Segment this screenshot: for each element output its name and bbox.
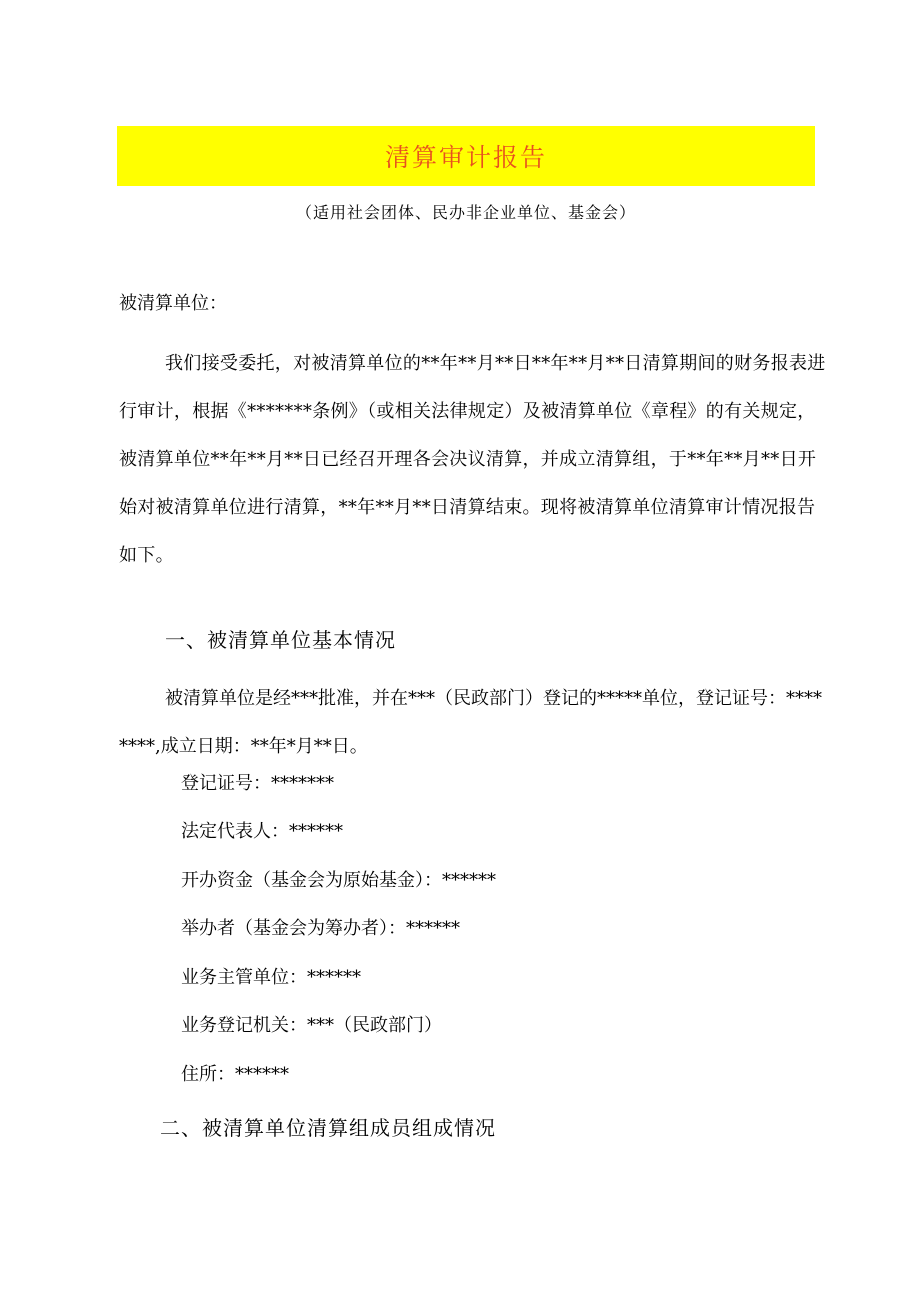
document-subtitle: （适用社会团体、民办非企业单位、基金会） <box>295 203 636 222</box>
addressee: 被清算单位： <box>119 293 227 314</box>
list-item: 开办资金（基金会为原始基金）：****** <box>181 870 496 891</box>
list-item: 举办者（基金会为筹办者）：****** <box>181 918 460 939</box>
intro-paragraph: 我们接受委托，对被清算单位的**年**月**日**年**月**日清算期间的财务报表进行审计，根据《*******条例》（或相关法律规定）及被清算单位《章程》的有关规定，被清算单位**年**月**日已经召开理各会决议清算，并成立清算组，于**年**月**日开始对被清算单位进行清算，**年**月**日清算结束。现将被清算单位清算审计情况报告如下。 <box>119 353 826 566</box>
list-item: 登记证号：******* <box>181 773 334 794</box>
title-banner <box>117 126 815 186</box>
list-item: 住所：****** <box>181 1064 289 1085</box>
section-2-heading: 二、被清算单位清算组成员组成情况 <box>160 1116 496 1140</box>
section-1-paragraph: 被清算单位是经***批准，并在***（民政部门）登记的*****单位，登记证号：********,成立日期：**年*月**日。 <box>119 688 822 757</box>
document-title: 清算审计报告 <box>384 143 547 172</box>
list-item: 业务主管单位：****** <box>181 967 361 988</box>
list-item: 业务登记机关：***（民政部门） <box>181 1015 442 1036</box>
list-item: 法定代表人：****** <box>181 821 343 842</box>
section-1-heading: 一、被清算单位基本情况 <box>165 628 396 652</box>
